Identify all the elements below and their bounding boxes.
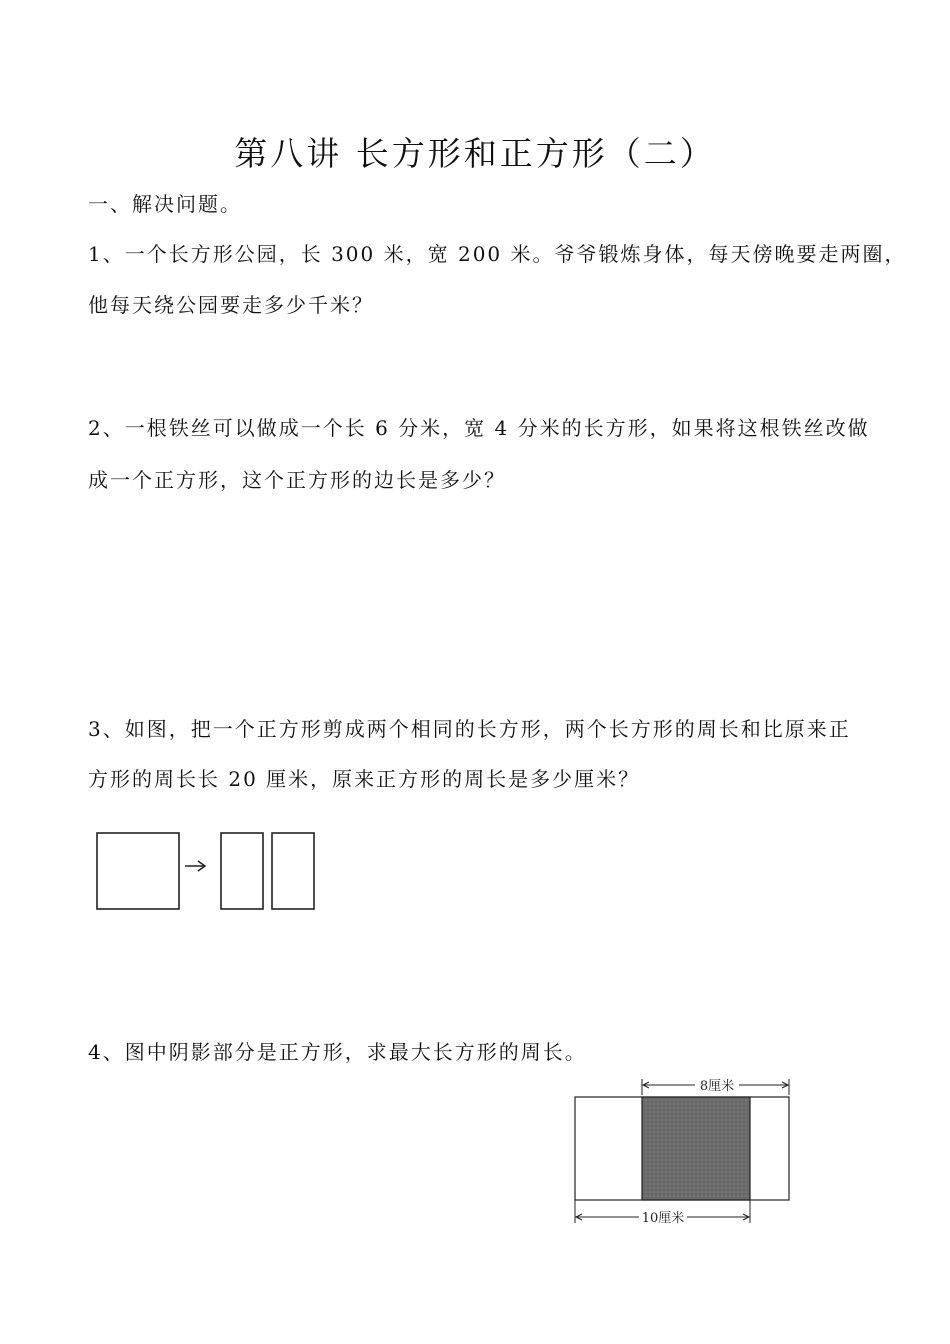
question-3-line-2: 方形的周长长 20 厘米，原来正方形的周长是多少厘米？ xyxy=(88,767,641,791)
section-heading: 一、解决问题。 xyxy=(88,192,242,216)
bottom-dimension-label: 10厘米 xyxy=(641,1211,685,1226)
question-1-line-2: 他每天绕公园要走多少千米？ xyxy=(88,293,374,317)
question-3-line-1: 3、如图，把一个正方形剪成两个相同的长方形，两个长方形的周长和比原来正 xyxy=(88,717,851,741)
arrow-right-icon xyxy=(185,861,205,871)
question-1-line-1: 1、一个长方形公园，长 300 米，宽 200 米。爷爷锻炼身体，每天傍晚要走两圈， xyxy=(88,242,907,266)
question-2-line-2: 成一个正方形，这个正方形的边长是多少？ xyxy=(88,468,506,492)
question-2-line-1: 2、一根铁丝可以做成一个长 6 分米，宽 4 分米的长方形，如果将这根铁丝改做 xyxy=(88,416,870,440)
shaded-square xyxy=(642,1097,750,1200)
bottom-dimension xyxy=(575,1200,750,1226)
page-title: 第八讲 长方形和正方形（二） xyxy=(234,134,716,173)
cut-rectangle-right xyxy=(272,833,314,909)
cut-rectangle-left xyxy=(221,833,263,909)
figure-4-diagram xyxy=(565,1075,805,1235)
original-square xyxy=(97,833,179,909)
top-dimension-label: 8厘米 xyxy=(699,1079,735,1094)
figure-3-diagram xyxy=(90,826,330,916)
top-dimension xyxy=(642,1078,789,1095)
question-4-line-1: 4、图中阴影部分是正方形，求最大长方形的周长。 xyxy=(88,1040,587,1064)
